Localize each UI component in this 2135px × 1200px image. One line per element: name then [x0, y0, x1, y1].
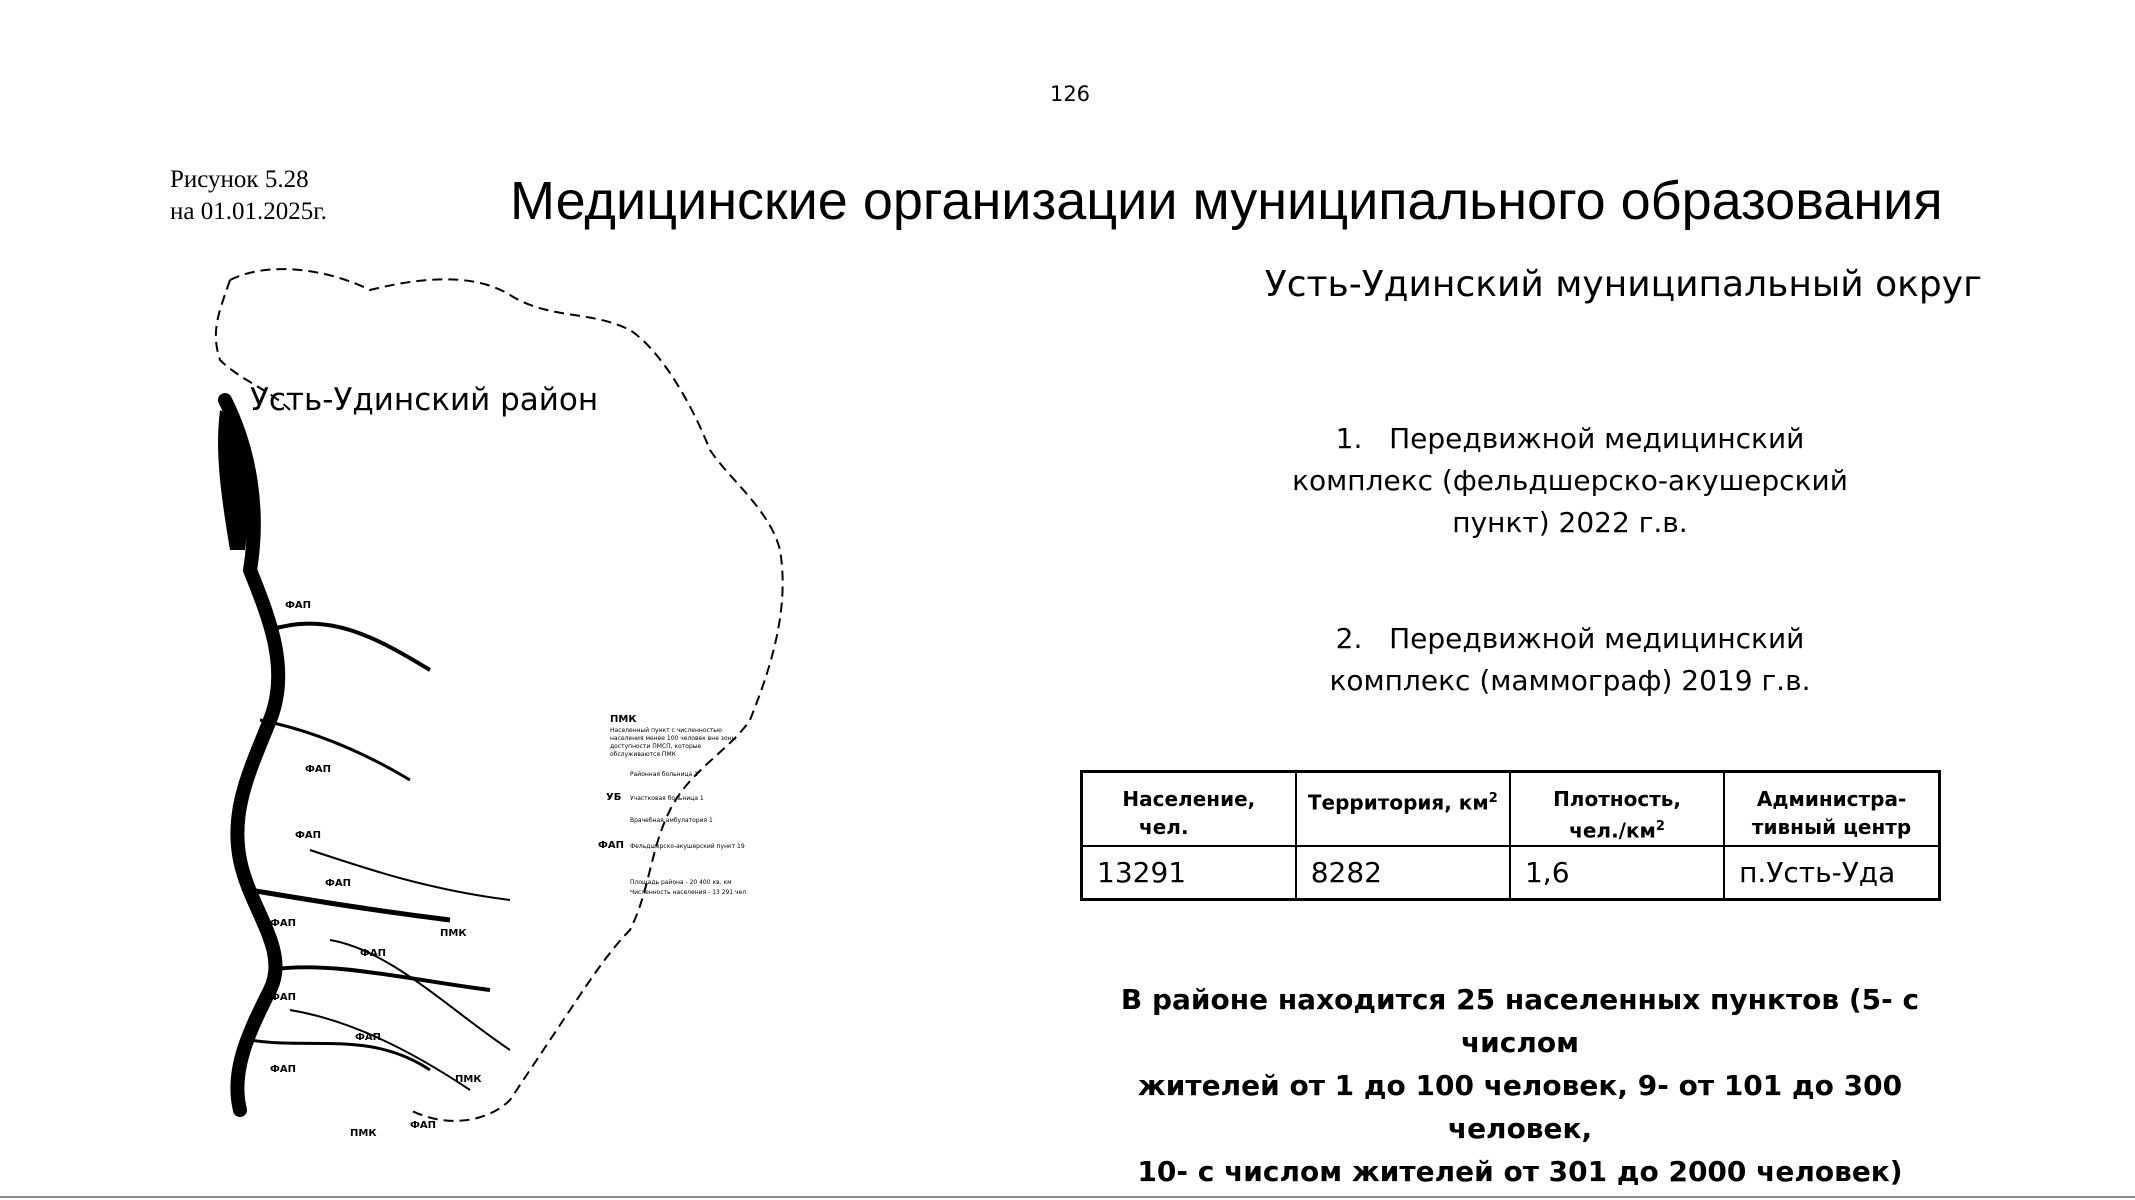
settlements-note: В районе находится 25 населенных пунктов (5- с числом жителей от 1 до 100 человек, 9- от 101 до 300 человек, 10- с числом жителей от 301 до 2000 человек) — [1120, 983, 1920, 1188]
legend-heading: ПМК — [610, 714, 637, 725]
map-region-label: Усть-Удинский район — [250, 382, 599, 418]
table-cell-density: 1,6 — [1510, 846, 1724, 900]
mobile-unit-line: комплекс (маммограф) 2019 г.в. — [1329, 664, 1811, 697]
map-pmk-label: ПМК — [440, 928, 467, 939]
figure-caption-date: на 01.01.2025г. — [170, 198, 327, 225]
map-fap-label: ФАП — [270, 1064, 297, 1075]
legend-pmk-text: населения менее 100 человек вне зоны — [610, 735, 737, 742]
road-1 — [310, 850, 510, 900]
mobile-unit-number: 2. — [1335, 622, 1363, 655]
bottom-divider — [0, 1196, 2135, 1198]
district-stats-table — [1080, 770, 1941, 901]
mobile-unit-line: пункт) 2022 г.в. — [1452, 506, 1688, 539]
map-pmk-label: ПМК — [455, 1074, 482, 1085]
table-cell-population: 13291 — [1082, 846, 1296, 900]
legend-fap: Фельдшерско-акушерский пункт 19 — [630, 843, 745, 850]
legend-pmk-text: обслуживаются ПМК — [610, 751, 676, 758]
table-header-row — [1082, 772, 1940, 846]
table-header-admin-center: Администра- тивный центр — [1724, 772, 1939, 846]
mobile-units-list — [1290, 418, 1850, 702]
mobile-unit-item — [1290, 418, 1850, 544]
table-header-territory: Территория, $км^2$ — [1296, 772, 1510, 846]
legend-ub-code: УБ — [606, 792, 622, 803]
map-fap-label: ФАП — [270, 918, 297, 929]
legend-population: Численность населения - 13 291 чел — [630, 889, 747, 896]
legend-ambulatory: Врачебная амбулатория 1 — [630, 817, 713, 824]
map-fap-label: ФАП — [285, 600, 312, 611]
mobile-unit-item — [1290, 618, 1850, 702]
tributary-2 — [260, 720, 410, 780]
legend-pmk-text: Населенный пункт с численностью — [610, 727, 722, 734]
mobile-unit-line: Передвижной медицинский — [1389, 422, 1805, 455]
table-header-density: Плотность, $чел./км^2$ — [1510, 772, 1724, 846]
mobile-unit-line: комплекс (фельдшерско-акушерский — [1292, 464, 1848, 497]
map-pmk-label: ПМК — [350, 1128, 377, 1139]
legend-pmk-text: доступности ПМСП, которые — [610, 743, 702, 750]
tributary-3 — [250, 890, 450, 920]
table-cell-territory: 8282 — [1296, 846, 1510, 900]
map-fap-label: ФАП — [360, 948, 387, 959]
mobile-unit-number: 1. — [1335, 422, 1363, 455]
map-fap-label: ФАП — [325, 878, 352, 889]
map-fap-label: ФАП — [355, 1032, 382, 1043]
map-fap-label: ФАП — [305, 764, 332, 775]
table-header-population: Население, чел. — [1082, 772, 1296, 846]
tributary-1 — [270, 624, 430, 670]
page-title: Медицинские организации муниципального образования — [510, 171, 1943, 231]
page-number: 126 — [1049, 82, 1091, 106]
map-fap-label: ФАП — [270, 992, 297, 1003]
district-map-svg — [210, 250, 810, 1150]
legend-ub: Участковая больница 1 — [630, 795, 704, 802]
district-map — [210, 250, 810, 1150]
table-cell-admin-center: п.Усть-Уда — [1724, 846, 1939, 900]
map-fap-label: ФАП — [410, 1120, 437, 1131]
legend-area: Площадь района - 20 400 кв. км — [630, 879, 732, 886]
tributary-4 — [270, 967, 490, 990]
page-subtitle: Усть-Удинский муниципальный округ — [1264, 264, 1982, 305]
figure-caption — [170, 164, 327, 228]
legend-fap-code: ФАП — [598, 840, 625, 851]
table-row — [1082, 846, 1940, 900]
figure-caption-number: Рисунок 5.28 — [170, 166, 309, 193]
mobile-unit-line: Передвижной медицинский — [1389, 622, 1805, 655]
map-legend — [598, 714, 746, 896]
map-fap-label: ФАП — [295, 830, 322, 841]
legend-hospital: Районная больница 1 — [630, 771, 698, 778]
